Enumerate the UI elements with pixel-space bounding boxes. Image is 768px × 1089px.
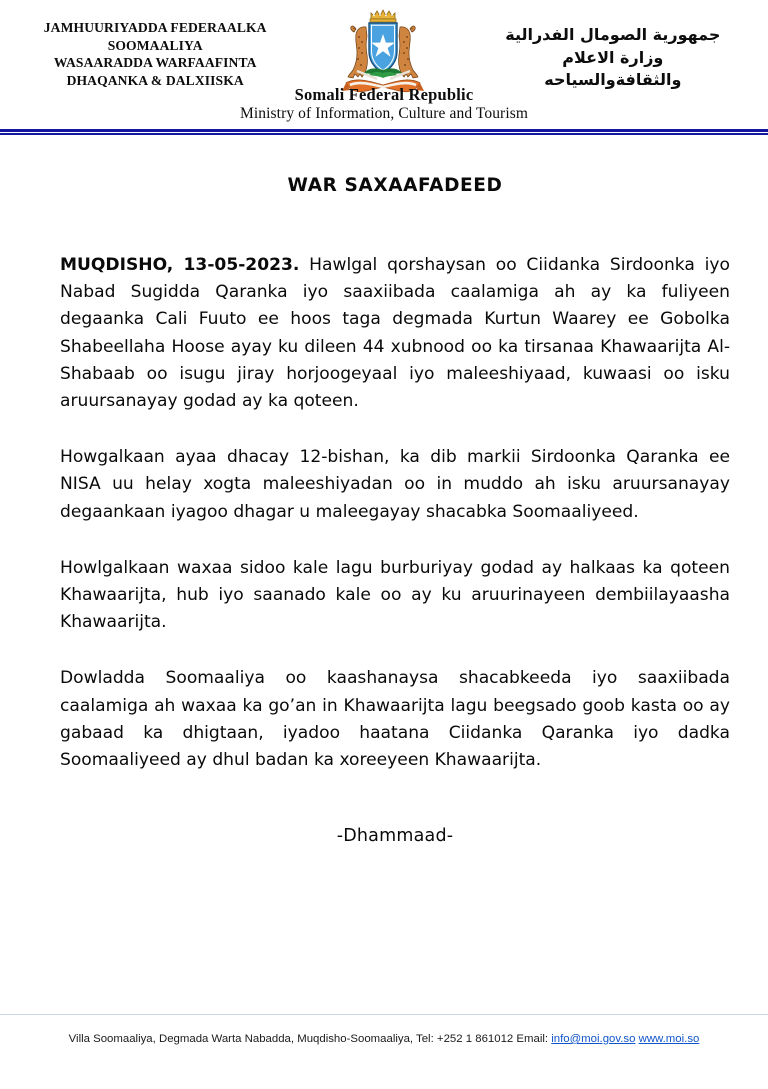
letterhead-english-block [0, 86, 768, 124]
letterhead-somali-line-3: WASAARADDA WARFAAFINTA [53, 55, 257, 71]
press-release-body [60, 252, 730, 774]
footer-email-link[interactable]: info@moi.gov.so [551, 1033, 636, 1045]
letterhead [0, 0, 768, 126]
ministry-country-title: Somali Federal Republic [294, 85, 474, 104]
letterhead-arabic-line-3: والثقافةوالسياحه [544, 70, 682, 90]
footer [0, 1032, 768, 1047]
ministry-name-subtitle: Ministry of Information, Culture and Tourism [239, 105, 529, 123]
header-divider-thin [0, 133, 768, 135]
closing-marker: -Dhammaad- [336, 826, 454, 847]
header-divider [0, 129, 768, 135]
paragraph-3: Howlgalkaan waxaa sidoo kale lagu burburiyay godad ay halkaas ka qoteen Khawaarijta, hub iyo saanado kale oo ay ku aruurinayeen dembiilayaasha Khawaarijta. [60, 557, 730, 633]
letterhead-somali-line-4: DHAQANKA & DALXIISKA [66, 73, 244, 89]
document-content [60, 175, 730, 846]
letterhead-arabic-block [472, 16, 754, 92]
footer-divider [0, 1014, 768, 1015]
dateline: MUQDISHO, 13-05-2023. [60, 255, 300, 275]
letterhead-somali-block [14, 16, 296, 90]
paragraph-1-text: Hawlgal qorshaysan oo Ciidanka Sirdoonka iyo Nabad Sugidda Qaranka iyo saaxiibada caalamiga ah ay ka fuliyeen degaanka Cali Fuuto ee hoos taga degmada Kurtun Waarey ee Gobolka Shabeellaha Hoose ayay ku dileen 44 xubnood oo ka tirsanaa Khawaarijta Al-Shabaab oo isugu jiray horjoogeyaal iyo maleeshiyaad, kuwaasi oo isku aruursanayay godad ay ka qoteen. [60, 255, 730, 412]
letterhead-arabic-line-1: جمهورية الصومال الفدرالية [505, 25, 721, 44]
paragraph-2: Howgalkaan ayaa dhacay 12-bishan, ka dib markii Sirdoonka Qaranka ee NISA uu helay xogta maleeshiyadan oo in muddo ah isku aruursanayay degaankaan iyagoo dhagar u maleegayay shacabka Soomaaliyeed. [60, 447, 730, 522]
letterhead-somali-line-1: JAMHUURIYADDA FEDERAALKA [43, 20, 267, 35]
footer-address: Villa Soomaaliya, Degmada Warta Nabadda, Muqdisho-Soomaaliya, Tel: +252 1 861012 Email: [68, 1033, 549, 1045]
letterhead-arabic-line-2: وزارة الاعلام [562, 47, 664, 67]
page-title: WAR SAXAAFADEED [287, 175, 503, 196]
letterhead-somali-line-2: SOOMAALIYA [107, 37, 203, 53]
paragraph-1 [60, 252, 730, 415]
paragraph-4: Dowladda Soomaaliya oo kaashanaysa shacabkeeda iyo saaxiibada caalamiga ah waxaa ka go’an in Khawaarijta lagu beegsado goob kasta oo ay gabaad ka dhigtaan, iyadoo haatana Ciidanka Qaranka iyo dadka Soomaaliyeed ay dhul badan ka xoreeyeen Khawaarijta. [60, 668, 730, 771]
footer-website-link[interactable]: www.moi.so [638, 1033, 700, 1045]
